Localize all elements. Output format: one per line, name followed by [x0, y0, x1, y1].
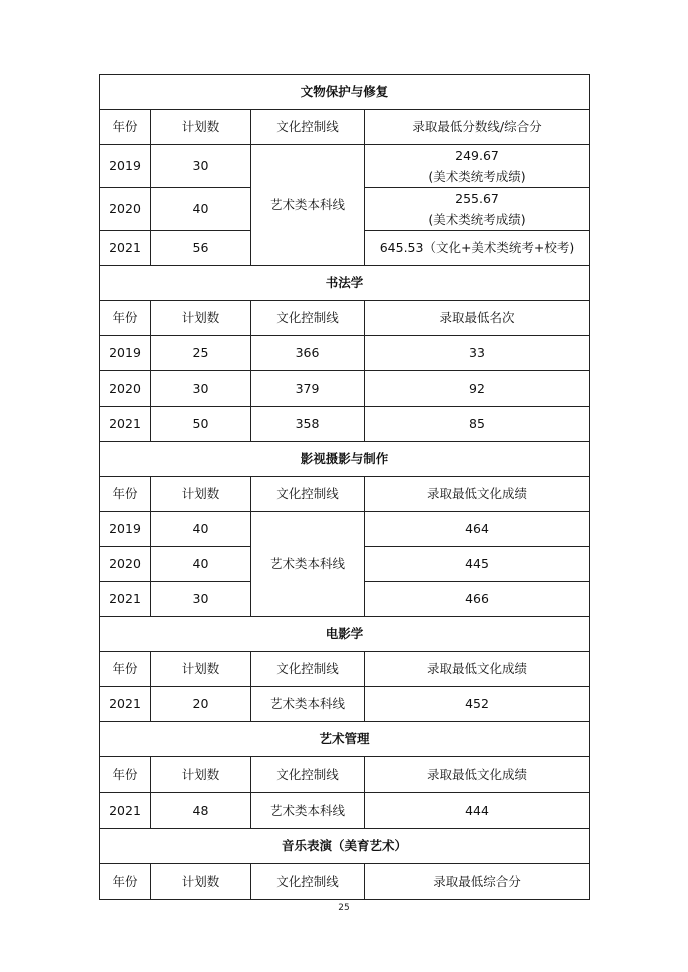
score-cell: 444: [365, 793, 590, 829]
plan-cell: 30: [151, 371, 251, 407]
section-title: 文物保护与修复: [100, 75, 590, 110]
control-line-cell: 艺术类本科线: [251, 687, 365, 722]
header-row: [100, 652, 590, 687]
col-header-control-line: 文化控制线: [251, 110, 365, 145]
year-cell: 2021: [100, 407, 151, 442]
control-line-cell: 艺术类本科线: [251, 145, 365, 266]
plan-cell: 20: [151, 687, 251, 722]
table-row: [100, 793, 590, 829]
section-title-row: [100, 617, 590, 652]
table-row: [100, 371, 590, 407]
col-header-control-line: 文化控制线: [251, 864, 365, 900]
score-cell: 452: [365, 687, 590, 722]
year-cell: 2021: [100, 582, 151, 617]
section-title-row: [100, 442, 590, 477]
plan-cell: 56: [151, 231, 251, 266]
plan-cell: 30: [151, 145, 251, 188]
control-line-cell: 358: [251, 407, 365, 442]
col-header-control-line: 文化控制线: [251, 477, 365, 512]
plan-cell: 40: [151, 512, 251, 547]
section-title: 影视摄影与制作: [100, 442, 590, 477]
col-header-min-culture-score: 录取最低文化成绩: [365, 652, 590, 687]
score-cell: 466: [365, 582, 590, 617]
header-row: [100, 301, 590, 336]
header-row: [100, 757, 590, 793]
score-note: (美术类统考成绩): [428, 169, 526, 184]
score-note: (美术类统考成绩): [428, 212, 526, 227]
score-cell: 92: [365, 371, 590, 407]
table-row: [100, 512, 590, 547]
plan-cell: 40: [151, 547, 251, 582]
col-header-plan: 计划数: [151, 301, 251, 336]
col-header-min-rank: 录取最低名次: [365, 301, 590, 336]
header-row: [100, 864, 590, 900]
year-cell: 2019: [100, 145, 151, 188]
section-title-row: [100, 266, 590, 301]
table-row: [100, 687, 590, 722]
col-header-min-composite-score: 录取最低综合分: [365, 864, 590, 900]
plan-cell: 48: [151, 793, 251, 829]
col-header-plan: 计划数: [151, 864, 251, 900]
section-title: 艺术管理: [100, 722, 590, 757]
col-header-plan: 计划数: [151, 757, 251, 793]
score-cell: 33: [365, 336, 590, 371]
score-cell: [365, 188, 590, 231]
col-header-year: 年份: [100, 757, 151, 793]
plan-cell: 50: [151, 407, 251, 442]
score-cell: [365, 145, 590, 188]
score-cell: 445: [365, 547, 590, 582]
year-cell: 2021: [100, 687, 151, 722]
control-line-cell: 艺术类本科线: [251, 512, 365, 617]
year-cell: 2019: [100, 336, 151, 371]
header-row: [100, 110, 590, 145]
col-header-year: 年份: [100, 864, 151, 900]
header-row: [100, 477, 590, 512]
section-title: 电影学: [100, 617, 590, 652]
plan-cell: 30: [151, 582, 251, 617]
section-title-row: [100, 829, 590, 864]
admission-score-table: [99, 74, 590, 900]
col-header-min-culture-score: 录取最低文化成绩: [365, 757, 590, 793]
section-title: 书法学: [100, 266, 590, 301]
section-title-row: [100, 75, 590, 110]
score-cell: 85: [365, 407, 590, 442]
col-header-year: 年份: [100, 301, 151, 336]
score-value: 249.67: [455, 148, 499, 163]
table-row: [100, 336, 590, 371]
col-header-min-score: 录取最低分数线/综合分: [365, 110, 590, 145]
col-header-year: 年份: [100, 652, 151, 687]
plan-cell: 25: [151, 336, 251, 371]
score-cell: 464: [365, 512, 590, 547]
col-header-control-line: 文化控制线: [251, 652, 365, 687]
plan-cell: 40: [151, 188, 251, 231]
control-line-cell: 379: [251, 371, 365, 407]
control-line-cell: 艺术类本科线: [251, 793, 365, 829]
year-cell: 2020: [100, 188, 151, 231]
col-header-control-line: 文化控制线: [251, 757, 365, 793]
col-header-plan: 计划数: [151, 652, 251, 687]
score-value: 255.67: [455, 191, 499, 206]
control-line-cell: 366: [251, 336, 365, 371]
table-row: [100, 407, 590, 442]
col-header-plan: 计划数: [151, 477, 251, 512]
page-number: 25: [338, 903, 350, 913]
year-cell: 2020: [100, 371, 151, 407]
section-title: 音乐表演（美育艺术）: [100, 829, 590, 864]
year-cell: 2019: [100, 512, 151, 547]
year-cell: 2021: [100, 793, 151, 829]
score-cell: 645.53（文化+美术类统考+校考): [365, 231, 590, 266]
table-row: [100, 145, 590, 188]
col-header-year: 年份: [100, 110, 151, 145]
year-cell: 2020: [100, 547, 151, 582]
col-header-year: 年份: [100, 477, 151, 512]
col-header-min-culture-score: 录取最低文化成绩: [365, 477, 590, 512]
col-header-plan: 计划数: [151, 110, 251, 145]
col-header-control-line: 文化控制线: [251, 301, 365, 336]
year-cell: 2021: [100, 231, 151, 266]
section-title-row: [100, 722, 590, 757]
